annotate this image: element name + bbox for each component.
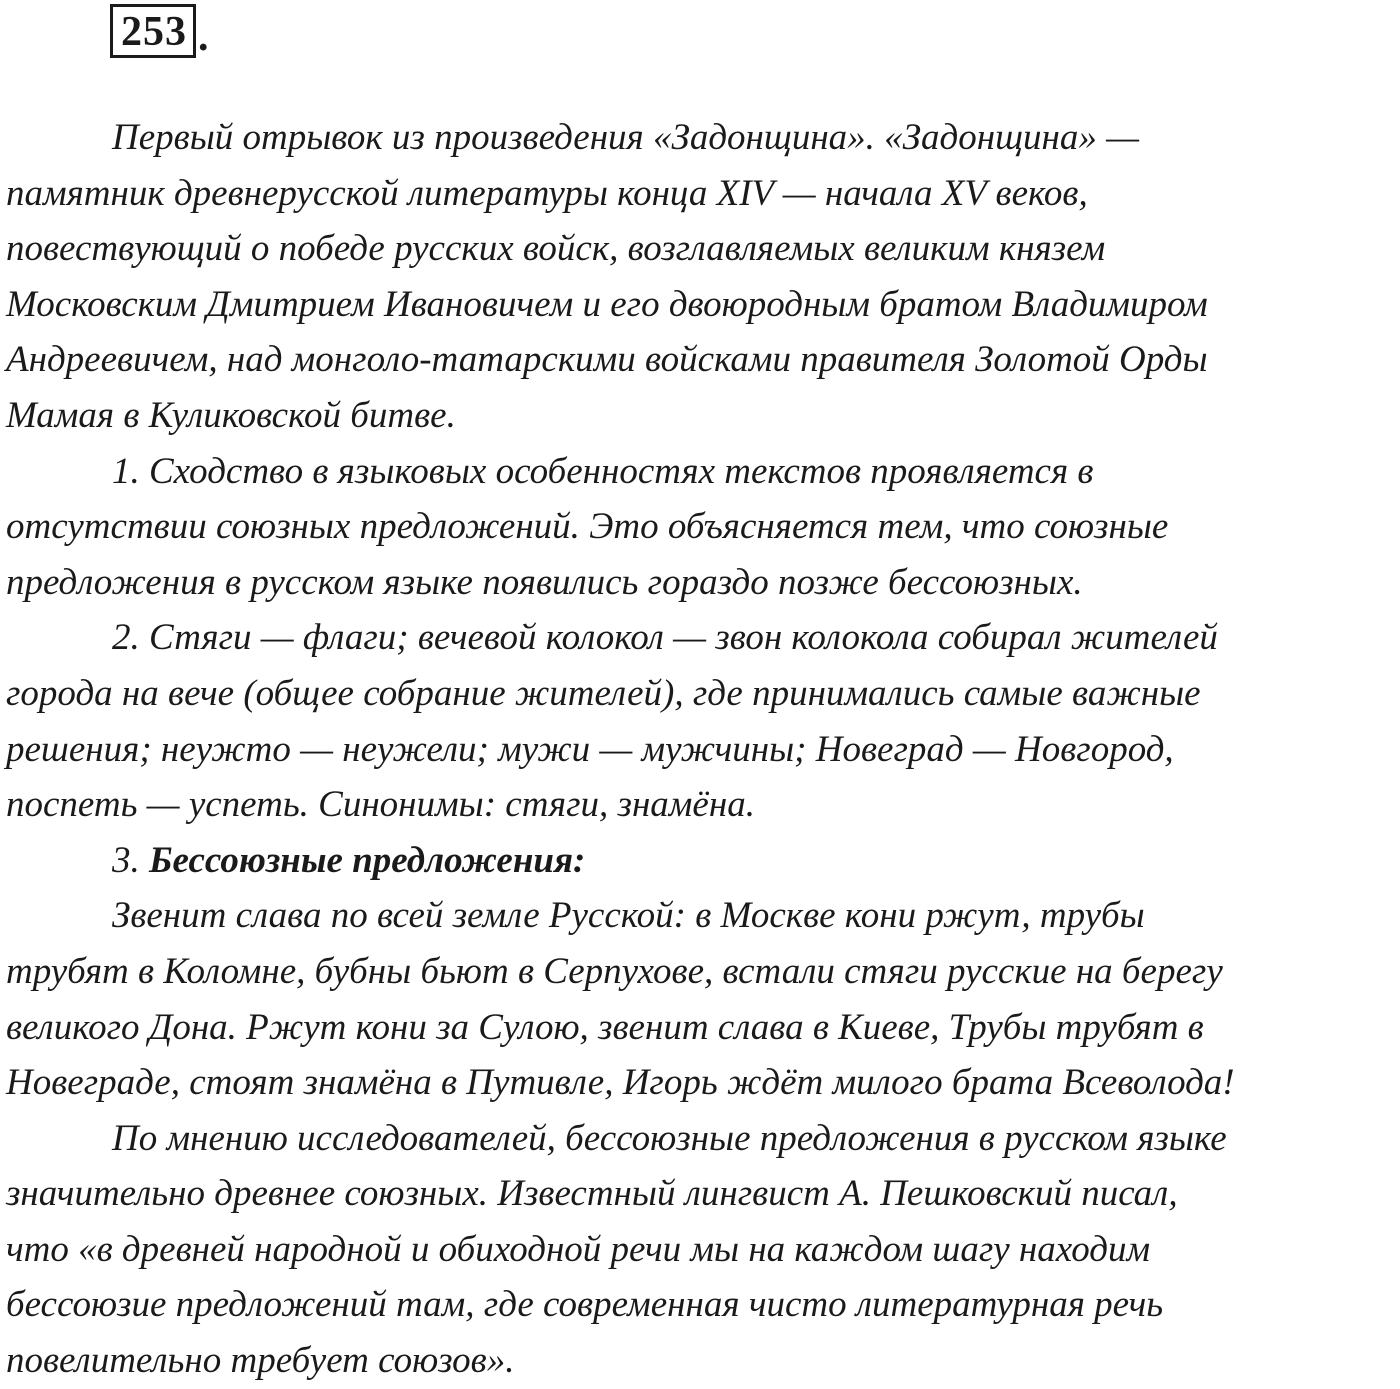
text-line: Московским Дмитрием Ивановичем и его двоюродным братом Владимиром xyxy=(6,283,1208,325)
text-line: Новеграде, стоят знамёна в Путивле, Игорь ждёт милого брата Всеволода! xyxy=(6,1062,1235,1104)
text-line: памятник древнерусской литературы конца XIV — начала XV веков, xyxy=(6,172,1088,214)
text-line: По мнению исследователей, бессоюзные предложения в русском языке xyxy=(112,1117,1227,1159)
exercise-number-dot: . xyxy=(198,14,209,60)
document-body xyxy=(6,110,1398,1389)
point-2-paragraph xyxy=(6,610,1398,832)
text-line: отсутствии союзных предложений. Это объясняется тем, что союзные xyxy=(6,506,1169,548)
text-line: трубят в Коломне, бубны бьют в Серпухове, встали стяги русские на берегу xyxy=(6,950,1223,992)
text-line xyxy=(6,833,1398,889)
text-line: 2. Стяги — флаги; вечевой колокол — звон колокола собирал жителей xyxy=(112,617,1218,659)
point-3-heading xyxy=(6,833,1398,889)
text-line: Звенит слава по всей земле Русской: в Москве кони ржут, трубы xyxy=(112,895,1145,937)
point-3-title: Бессоюзные предложения: xyxy=(149,839,586,881)
text-line: повествующий о победе русских войск, возглавляемых великим князем xyxy=(6,228,1106,270)
conclusion-paragraph xyxy=(6,1111,1398,1389)
text-line: решения; неужто — неужели; мужи — мужчины; Новеград — Новгород, xyxy=(6,728,1174,770)
text-line: повелительно требует союзов». xyxy=(6,1340,515,1382)
text-line: города на вече (общее собрание жителей), где принимались самые важные xyxy=(6,672,1201,714)
text-line: великого Дона. Ржут кони за Сулою, звенит слава в Киеве, Трубы трубят в xyxy=(6,1006,1204,1048)
text-line: бессоюзие предложений там, где современная чисто литературная речь xyxy=(6,1284,1164,1326)
text-line: поспеть — успеть. Синонимы: стяги, знамёна. xyxy=(6,784,755,826)
exercise-number xyxy=(110,4,209,58)
exercise-number-box: 253 xyxy=(110,4,196,58)
text-line: Первый отрывок из произведения «Задонщина». «Задонщина» — xyxy=(112,117,1140,158)
quote-paragraph xyxy=(6,888,1398,1110)
text-line: 1. Сходство в языковых особенностях текстов проявляется в xyxy=(112,450,1094,492)
intro-paragraph xyxy=(6,110,1398,444)
text-line: Мамая в Куликовской битве. xyxy=(6,394,456,436)
point-1-paragraph xyxy=(6,444,1398,611)
text-line: значительно древнее союзных. Известный лингвист А. Пешковский писал, xyxy=(6,1173,1178,1215)
point-3-prefix: 3. xyxy=(112,839,149,881)
text-line: Андреевичем, над монголо-татарскими войсками правителя Золотой Орды xyxy=(6,339,1208,381)
text-line: что «в древней народной и обиходной речи мы на каждом шагу находим xyxy=(6,1228,1151,1270)
text-line: предложения в русском языке появились гораздо позже бессоюзных. xyxy=(6,561,1083,603)
